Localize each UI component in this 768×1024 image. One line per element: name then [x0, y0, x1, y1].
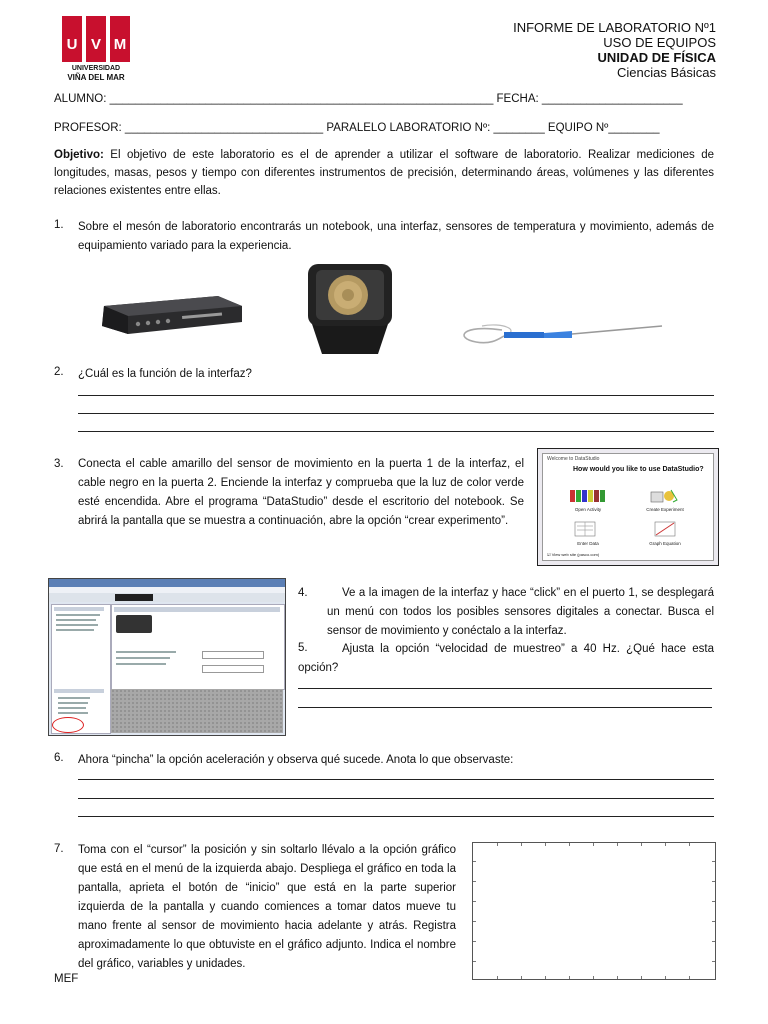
screenshot-left-panel [51, 604, 111, 734]
datastudio-setup-screenshot [48, 578, 286, 736]
item-number-4: 4. [298, 587, 308, 599]
answer-line[interactable] [78, 395, 714, 396]
logo-block-u [62, 16, 82, 62]
screenshot-setup-panel [111, 604, 285, 690]
logo-letter-v: V [90, 36, 101, 53]
item-number-7: 7. [54, 843, 64, 855]
uvm-logo [60, 16, 132, 82]
logo-block-m [110, 16, 130, 62]
screenshot-interface-icon [116, 615, 152, 633]
student-date-field[interactable]: ALUMNO: ____________________________________________________________ FECHA: ______________________ [54, 93, 683, 105]
enter-data-icon [573, 520, 599, 538]
blank-graph-box[interactable] [472, 842, 716, 980]
screenshot-toolbar [49, 593, 285, 602]
motion-sensor-image [302, 258, 398, 358]
visit-website-checkbox[interactable]: ☑ View web site (pasco.com) [547, 552, 600, 557]
datastudio-panel [542, 453, 714, 561]
item-text-6: Ahora “pincha” la opción aceleración y observa qué sucede. Anota lo que observaste: [78, 754, 514, 766]
logo-block-v [86, 16, 106, 62]
datastudio-window-title: Welcome to DataStudio [547, 456, 600, 462]
item-text-3: Conecta el cable amarillo del sensor de movimiento en la puerta 1 de la interfaz, el cable negro en la puerta 2. Enciende la interfaz y comprueba que la luz de color verde esté encendida. Abre el programa “DataStudio” desde el escritorio del notebook. Se abrirá la pantalla que se muestra a continuación, abre la opción “crear experimento”. [78, 458, 524, 527]
objective-label: Objetivo: [54, 149, 104, 161]
logo-city-label: VIÑA DEL MAR [67, 73, 125, 82]
datastudio-question: How would you like to use DataStudio? [573, 466, 704, 473]
item-number-3: 3. [54, 458, 64, 470]
visit-website-label: View web site (pasco.com) [551, 552, 600, 557]
item-number-2: 2. [54, 366, 64, 378]
item-text-1: Sobre el mesón de laboratorio encontrarás un notebook, una interfaz, sensores de temperatura y movimiento, además de equipamiento variado para la experiencia. [78, 221, 714, 252]
item-text-2: ¿Cuál es la función de la interfaz? [78, 368, 252, 380]
logo-letter-m: M [113, 36, 127, 53]
department-name: Ciencias Básicas [617, 65, 716, 80]
create-experiment-option[interactable]: Create Experiment [646, 507, 684, 512]
screenshot-title-bar [49, 579, 285, 587]
report-header [513, 20, 716, 80]
screenshot-workspace [111, 689, 283, 733]
objective-paragraph [54, 146, 714, 200]
open-activity-icon [568, 488, 608, 504]
answer-line[interactable] [78, 816, 714, 817]
datastudio-dialog-image [537, 448, 719, 566]
answer-line[interactable] [78, 431, 714, 432]
item-text-7: Toma con el “cursor” la posición y sin soltarlo llévalo a la opción gráfico que está en el menú de la izquierda abajo. Despliega el gráfico en toda la pantalla, aprieta el botón de “inicio” que está en la parte superior izquierda de la pantalla y cuando comiences a tomar datos mueve tu mano frente al sensor de movimiento hacia adelante y atrás. Registra aproximadamente lo que obtuviste en el gráfico adjunto. Indica el nombre del gráfico, variables y unidades. [78, 844, 456, 970]
item-number-6: 6. [54, 752, 64, 764]
enter-data-option[interactable]: Enter Data [577, 541, 599, 546]
objective-text: El objetivo de este laboratorio es el de aprender a utilizar el software de laboratorio. Realizar mediciones de longitudes, masas, pesos y tiempo con diferentes instrumentos de precisión, determinando áreas, volúmenes y las diferentes relaciones existentes entre ellas. [54, 149, 714, 197]
logo-university-label: UNIVERSIDAD [71, 65, 121, 72]
temperature-probe-image [452, 318, 664, 348]
answer-line[interactable] [78, 779, 714, 780]
item-text-4: Ve a la imagen de la interfaz y hace “click” en el puerto 1, se desplegará un menú con todos los posibles sensores digitales a conectar. Busca el sensor de movimiento y conéctalo a la interfaz. [327, 587, 714, 637]
unit-name: UNIDAD DE FÍSICA [597, 50, 716, 65]
report-subtitle: USO DE EQUIPOS [603, 35, 716, 50]
create-experiment-icon [649, 486, 679, 504]
graph-equation-option[interactable]: Graph Equation [649, 541, 681, 546]
report-title: INFORME DE LABORATORIO Nº1 [513, 20, 716, 35]
answer-line[interactable] [298, 707, 712, 708]
answer-line[interactable] [78, 413, 714, 414]
highlight-circle [52, 717, 84, 733]
item-number-5: 5. [298, 642, 308, 654]
interface-device-image [98, 292, 244, 336]
answer-line[interactable] [298, 688, 712, 689]
screenshot-start-button [115, 594, 153, 601]
item-number-1: 1. [54, 219, 64, 231]
answer-line[interactable] [78, 798, 714, 799]
author-initials: MEF [54, 973, 79, 985]
item-text-5: Ajusta la opción “velocidad de muestreo” a 40 Hz. ¿Qué hace esta opción? [298, 643, 714, 674]
logo-letter-u: U [66, 36, 78, 53]
open-activity-option[interactable]: Open Activity [574, 507, 602, 512]
teacher-group-field[interactable]: PROFESOR: _______________________________ PARALELO LABORATORIO Nº: ________ EQUIPO Nº________ [54, 122, 660, 134]
graph-equation-icon [653, 520, 677, 538]
